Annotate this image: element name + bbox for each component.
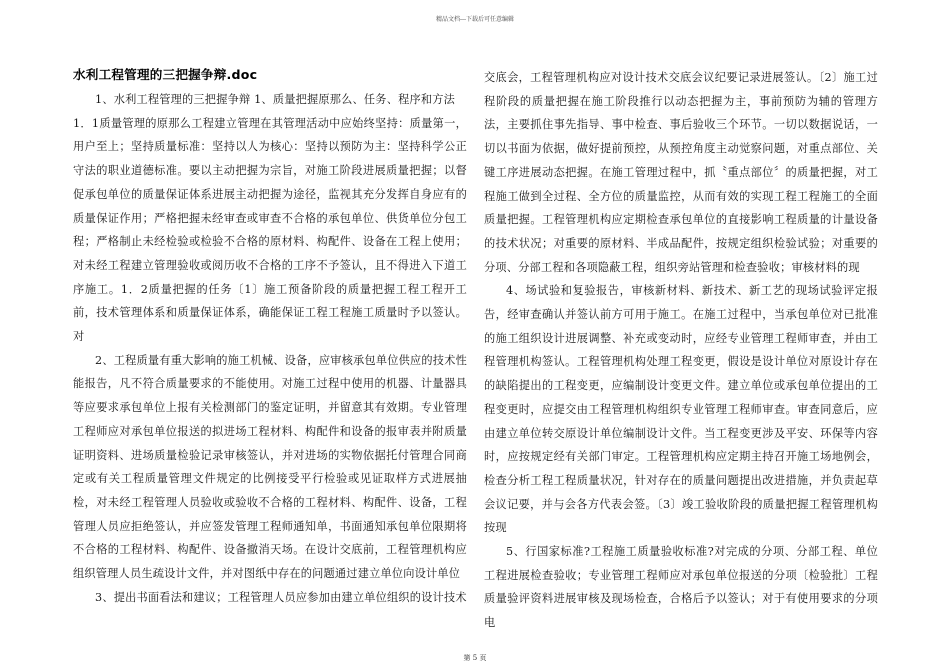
paragraph: 交底会，工程管理机构应对设计技术交底会议纪要记录进展签认。〔2〕施工过程阶段的质量把握在施工阶段推行以动态把握为主，事前预防为辅的管理方法，主要抓住事先指导、事中检查、事后验收三个环节。一切以数据说话，一切以书面为依据，做好提前预控，从预控角度主动觉察问题，对重点部位、关键工序进展动态把握。在施工管理过程中，抓〝重点部位〞的质量把握，对工程施工做到全过程、全方位的质量监控，从而有效的实现工程工程施工的全面质量把握。工程管理机构应定期检查承包单位的直接影响工程质量的计量设备的技术状况；对重要的原材料、半成品配件，按规定组织检验试验；对重要的分项、分部工程和各项隐蔽工程，组织旁站管理和检查验收；审核材料的现	[484, 71, 878, 274]
page-number: 第 5 页	[463, 654, 487, 662]
left-column	[73, 64, 467, 609]
paragraph: 2、工程质量有重大影响的施工机械、设备，应审核承包单位供应的技术性能报告，凡不符合质量要求的不能使用。对施工过程中使用的机器、计量器具等应要求承包单位上报有关检测部门的鉴定证明，并留意其有效期。专业管理工程师应对承包单位报送的拟进场工程材料、构配件和设备的报审表并附质量证明资料、进场质量检验记录审核签认，并对进场的实物依据托付管理合同商定或有关工程质量管理文件规定的比例接受平行检验或见证取样方式进展抽检，对未经工程管理人员验收或验收不合格的工程材料、构配件、设备，工程管理人员应拒绝签认，并应签发管理工程师通知单，书面通知承包单位限期将不合格的工程材料、构配件、设备撤消天场。在设计交底前，工程管理机构应组织管理人员生疏设计文件，并对图纸中存在的问题通过建立单位向设计单位	[73, 353, 467, 581]
document-title: 水利工程管理的三把握争辩.doc	[73, 67, 258, 82]
header-note: 精品文档---下载后可任意编辑	[435, 16, 515, 23]
paragraph: 1．1质量管理的原那么工程建立管理在其管理活动中应始终坚持：质量第一，用户至上；坚持质量标准：坚持以人为核心：坚持以预防为主：坚持科学公正守法的职业道德标准。要以主动把握为宗旨，对施工阶段进展质量把握；以督促承包单位的质量保证体系进展主动把握为途径，监视其充分发挥自身应有的质量保证作用；严格把握未经审查或审查不合格的承包单位、供货单位分包工程；严格制止未经检验或检验不合格的原材料、构配件、设备在工程上使用；对未经工程建立管理验收或阅历收不合格的工序不予签认，且不得进入下道工序施工。1．2质量把握的任务〔1〕施工预备阶段的质量把握工程工程开工前，技术管理体系和质量保证体系，确能保证工程工程施工质量时予以签认。对	[73, 116, 467, 344]
paragraph: 1、水利工程管理的三把握争辩 1、质量把握原那么、任务、程序和方法	[95, 93, 456, 106]
paragraph: 5、行国家标准?工程施工质量验收标准?对完成的分项、分部工程、单位工程进展检查验收；专业管理工程师应对承包单位报送的分项〔检验批〕工程质量验评资料进展审核及现场检查，合格后予以签认；对于有使用要求的分项电	[484, 545, 878, 630]
paragraph: 3、提出书面看法和建议；工程管理人员应参加由建立单位组织的设计技术	[95, 590, 467, 604]
right-column	[484, 66, 878, 635]
paragraph: 4、场试验和复验报告，审核新材料、新技术、新工艺的现场试验评定报告，经审查确认并签认前方可用于施工。在施工过程中，当承包单位对已批准的施工组织设计进展调整、补充或变动时，应经专业管理工程师审查，并由工程管理机构签认。工程管理机构处理工程变更，假设是设计单位对原设计存在的缺陷提出的工程变更，应编制设计变更文件。建立单位或承包单位提出的工程变更时，应提交由工程管理机构组织专业管理工程师审查。审查同意后，应由建立单位转交原设计单位编制设计文件。当工程变更涉及平安、环保等内容时，应按规定经有关部门审定。工程管理机构应定期主持召开施工场地例会，检查分析工程工程质量状况，针对存在的质量问题提出改进措施，并负责起草会议记要，并与会各方代表会签。〔3〕竣工验收阶段的质量把握工程管理机构按现	[484, 284, 878, 535]
